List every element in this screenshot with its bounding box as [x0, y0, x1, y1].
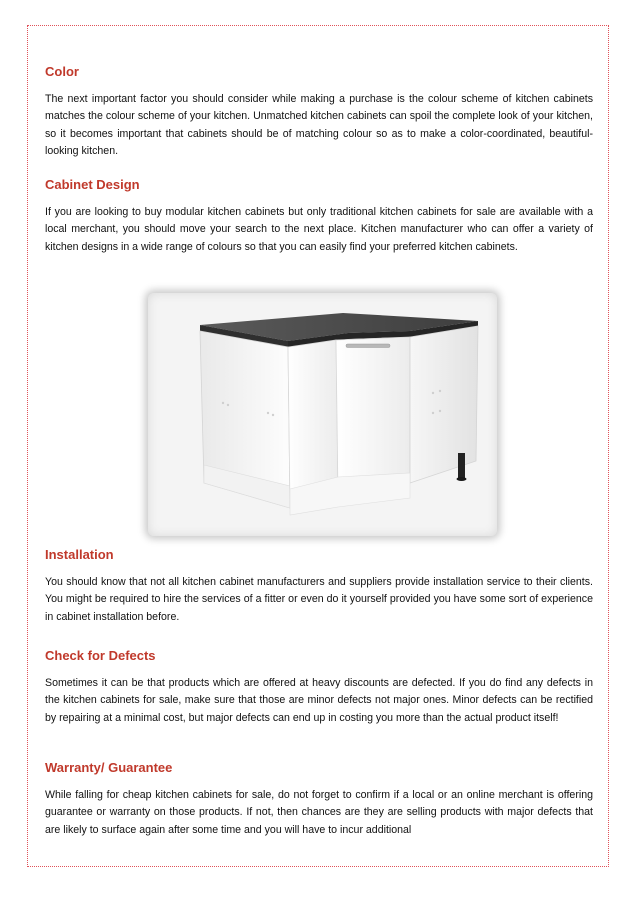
corner-cabinet-illustration [148, 293, 497, 536]
section-heading: Color [45, 64, 79, 79]
section-body: The next important factor you should consider while making a purchase is the colour scheme of kitchen cabinets matches the colour scheme of your kitchen. Unmatched kitchen cabinets can spoil the complete look of your kitchen, so it becomes important that cabinets should be of matching colour so as to make a color-coordinated, beautiful-looking kitchen. [45, 93, 593, 158]
section-body: While falling for cheap kitchen cabinets for sale, do not forget to confirm if a local or an online merchant is offering guarantee or warranty on those products. If not, then chances are they are selling products with major defects that are likely to surface again after some time and you will have to incur additional [45, 789, 593, 836]
section-heading: Warranty/ Guarantee [45, 760, 173, 775]
section-cabinet-design [45, 177, 593, 256]
section-body: You should know that not all kitchen cabinet manufacturers and suppliers provide installation service to their clients. You might be required to hire the services of a fitter or even do it yourself provided you have some sort of experience in cabinet installation before. [45, 576, 593, 623]
section-body: If you are looking to buy modular kitchen cabinets but only traditional kitchen cabinets for sale are available with a local merchant, you should move your search to the next place. Kitchen manufacturer who can offer a variety of kitchen designs in a wide range of colours so that you can easily find your preferred kitchen cabinets. [45, 206, 593, 253]
section-installation [45, 547, 593, 626]
section-heading: Cabinet Design [45, 177, 140, 192]
section-heading: Installation [45, 547, 114, 562]
section-heading: Check for Defects [45, 648, 156, 663]
section-body: Sometimes it can be that products which are offered at heavy discounts are defected. If you do find any defects in the kitchen cabinets for sale, make sure that those are minor defects not major ones. Minor defects can be rectified by repairing at a minimal cost, but major defects can end up in costing you more than the actual product itself! [45, 677, 593, 724]
section-check-for-defects [45, 648, 593, 727]
section-color [45, 64, 593, 161]
cabinet-photo [148, 293, 497, 536]
section-warranty [45, 760, 593, 839]
